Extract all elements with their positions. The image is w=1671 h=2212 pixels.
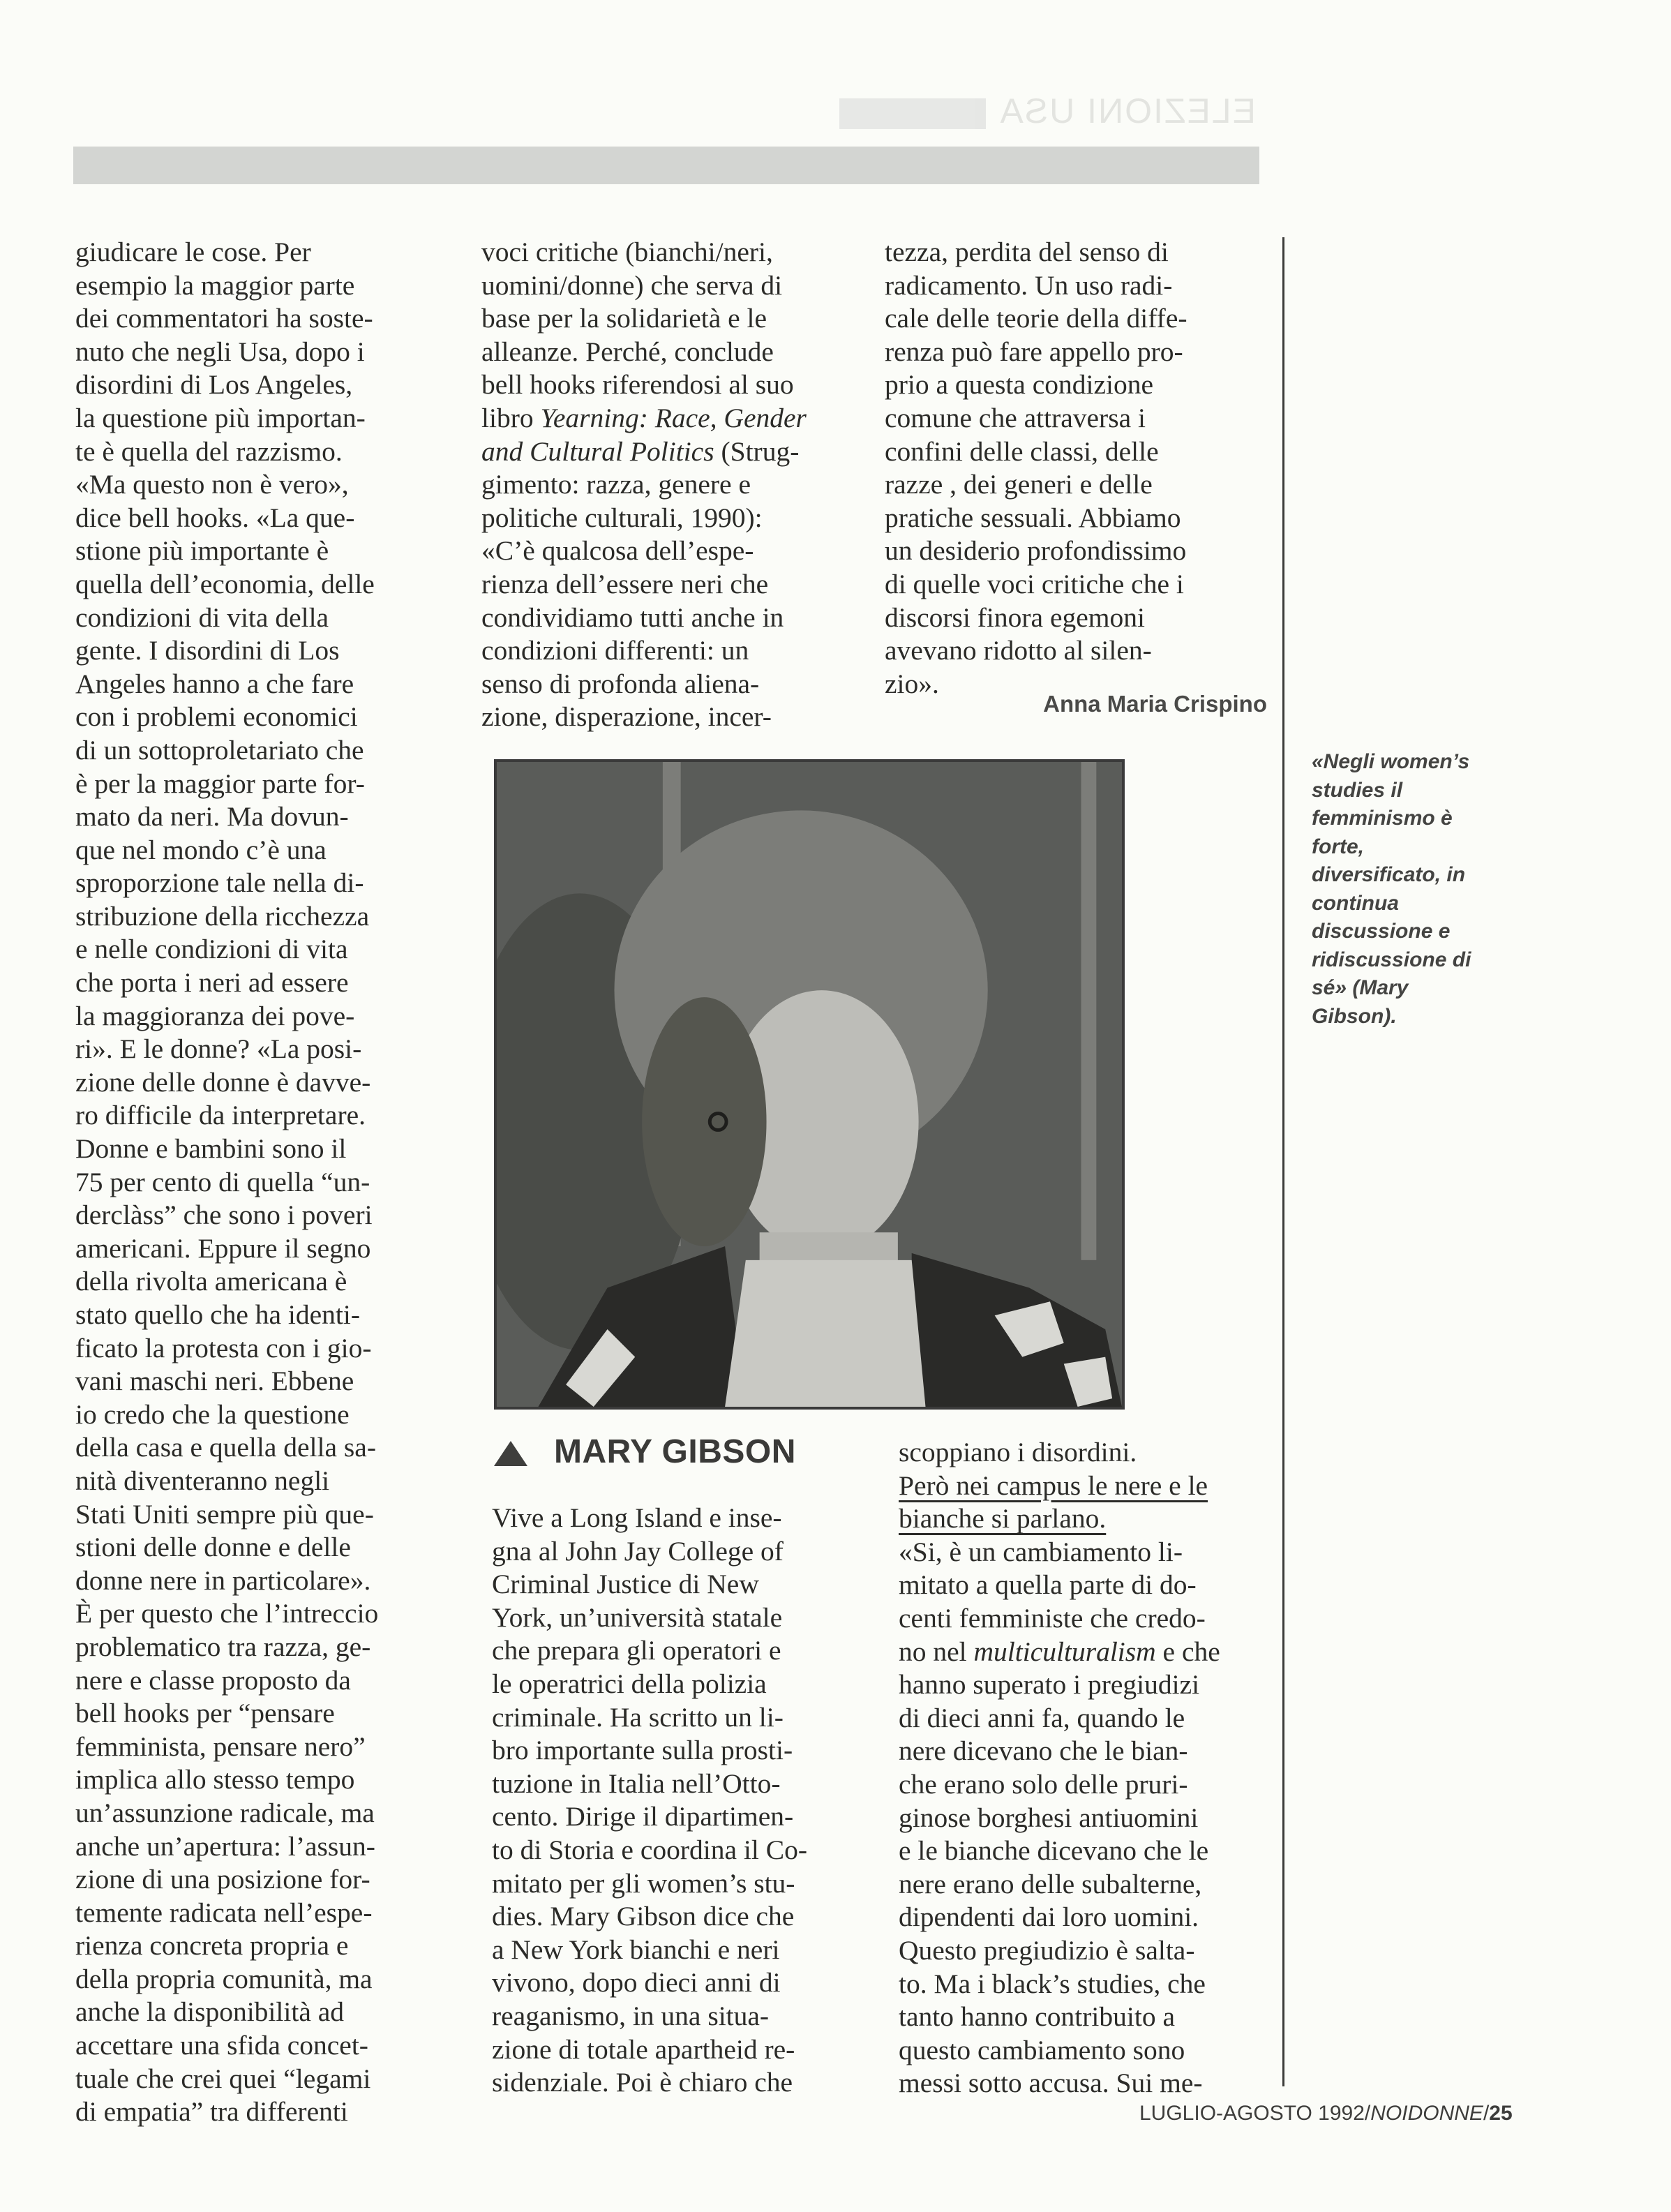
text-line: zio».: [885, 668, 939, 699]
text-line: to di Storia e coordina il Co-: [492, 1834, 807, 1865]
text-line: disordini di Los Angeles,: [75, 369, 353, 401]
text-line: Angeles hanno a che fare: [75, 668, 354, 699]
text-line: e le bianche dicevano che le: [899, 1835, 1209, 1867]
column-3-bottom-body: [899, 1536, 1270, 2100]
text-line: che prepara gli operatori e: [492, 1635, 781, 1666]
text-line: della casa e quella della sa-: [75, 1432, 376, 1463]
text-line: è per la maggior parte for-: [75, 768, 365, 799]
text-line: centi femministe che credo-: [899, 1602, 1206, 1634]
text-line: ri». E le donne? «La posi-: [75, 1033, 362, 1065]
text-line: gente. I disordini di Los: [75, 635, 340, 666]
text-line: accettare una sfida concet-: [75, 2030, 368, 2061]
text-line: prio a questa condizione: [885, 369, 1153, 401]
text-line: implica allo stesso tempo: [75, 1764, 355, 1795]
text-line: stione più importante è: [75, 535, 329, 567]
text-line: anche un’apertura: l’assun-: [75, 1830, 375, 1862]
text-line: condividiamo tutti anche in: [481, 601, 784, 633]
text-line: gimento: razza, genere e: [481, 469, 751, 500]
text-fragment: e che: [1155, 1636, 1220, 1667]
text-line: te è quella del razzismo.: [75, 435, 343, 467]
text-line: [899, 1636, 1270, 1669]
text-line: politiche culturali, 1990):: [481, 502, 763, 533]
text-line: nere dicevano che le bian-: [899, 1735, 1188, 1767]
text-line: dipendenti dai loro uomini.: [899, 1901, 1199, 1933]
section-heading-text: MARY GIBSON: [554, 1433, 796, 1470]
text-line: base per la solidarietà e le: [481, 303, 767, 334]
text-line: esempio la maggior parte: [75, 269, 355, 301]
text-fragment: libro: [481, 402, 541, 433]
text-line: razze , dei generi e delle: [885, 469, 1153, 500]
text-fragment: no nel: [899, 1636, 974, 1667]
text-line: «Ma questo non è vero»,: [75, 469, 349, 500]
text-line: vivono, dopo dieci anni di: [492, 1967, 781, 1998]
page-footer: [1139, 2102, 1513, 2125]
text-line: mitato per gli women’s stu-: [492, 1867, 795, 1899]
portrait-photo-image: [497, 762, 1122, 1407]
text-line: dei commentatori ha soste-: [75, 303, 373, 334]
text-line: Donne e bambini sono il: [75, 1133, 347, 1165]
text-line: quella dell’economia, delle: [75, 568, 375, 599]
text-line: sidenziale. Poi è chiaro che: [492, 2067, 793, 2098]
text-line: di un sottoproletariato che: [75, 734, 364, 765]
text-line: tezza, perdita del senso di: [885, 237, 1169, 267]
text-line: hanno superato i pregiudizi: [899, 1669, 1200, 1701]
text-line: anche la disponibilità ad: [75, 1996, 345, 2028]
text-line: Questo pregiudizio è salta-: [899, 1934, 1195, 1966]
text-line: voci critiche (bianchi/neri,: [481, 237, 773, 267]
text-line: ginose borghesi antiuomini: [899, 1802, 1199, 1833]
text-line: zione, disperazione, incer-: [481, 701, 772, 733]
triangle-up-icon: [494, 1441, 527, 1466]
bleed-through-header: [809, 91, 1256, 133]
text-line: e nelle condizioni di vita: [75, 934, 348, 965]
text-line: un desiderio profondissimo: [885, 535, 1187, 567]
italic-title: and Cultural Politics: [481, 435, 714, 467]
text-line: avevano ridotto al silen-: [885, 635, 1152, 666]
text-line: nere erano delle subalterne,: [899, 1868, 1202, 1899]
text-line: nere e classe proposto da: [75, 1664, 351, 1696]
text-line: dies. Mary Gibson dice che: [492, 1901, 795, 1932]
text-line: che porta i neri ad essere: [75, 967, 349, 999]
author-byline: Anna Maria Crispino: [1043, 691, 1267, 717]
text-line: È per questo che l’intreccio: [75, 1598, 379, 1629]
subheading-line-2: bianche si parlano.: [899, 1503, 1107, 1534]
text-line: senso di profonda aliena-: [481, 668, 760, 699]
sidebar-divider-rule: [1282, 237, 1284, 2086]
footer-magazine-name: NOIDONNE: [1370, 2102, 1483, 2125]
text-line: le operatrici della polizia: [492, 1668, 767, 1699]
text-line: un’assunzione radicale, ma: [75, 1797, 375, 1828]
text-line: cale delle teorie della diffe-: [885, 303, 1187, 334]
text-line: questo cambiamento sono: [899, 2034, 1185, 2065]
text-line: di empatia” tra differenti: [75, 2096, 348, 2128]
text-line: tanto hanno contribuito a: [899, 2001, 1176, 2033]
text-line: stioni delle donne e delle: [75, 1532, 351, 1563]
text-line: che erano solo delle pruri-: [899, 1768, 1188, 1800]
text-line: giudicare le cose. Per: [75, 237, 311, 267]
text-line: rienza concreta propria e: [75, 1930, 349, 1961]
text-line: bro importante sulla prosti-: [492, 1735, 793, 1766]
text-line: que nel mondo c’è una: [75, 834, 327, 865]
text-line: Vive a Long Island e inse-: [492, 1502, 782, 1533]
text-line: reaganismo, in una situa-: [492, 2000, 770, 2031]
text-line: di quelle voci critiche che i: [885, 568, 1184, 599]
text-line: americani. Eppure il segno: [75, 1232, 371, 1264]
text-line: della rivolta americana è: [75, 1266, 347, 1297]
text-line: tuzione in Italia nell’Otto-: [492, 1768, 781, 1799]
article-column-3-top: [885, 236, 1267, 701]
text-line: sproporzione tale nella di-: [75, 867, 364, 899]
article-column-2-bottom: [492, 1502, 864, 2100]
text-line: «Si, è un cambiamento li-: [899, 1536, 1183, 1567]
article-column-3-bottom: [899, 1436, 1270, 2100]
ghost-header-text: ELEZIONI USA: [998, 91, 1256, 130]
text-line: «C’è qualcosa dell’espe-: [481, 535, 754, 567]
text-line: radicamento. Un uso radi-: [885, 269, 1173, 301]
text-line: Criminal Justice di New: [492, 1569, 759, 1600]
text-line: io credo che la questione: [75, 1398, 350, 1430]
footer-page-number: 25: [1489, 2102, 1513, 2125]
text-line: la maggioranza dei pove-: [75, 1000, 355, 1031]
text-line: dice bell hooks. «La que-: [75, 502, 355, 533]
text-line: ficato la protesta con i gio-: [75, 1332, 372, 1363]
section-heading: [494, 1430, 796, 1472]
text-line: to. Ma i black’s studies, che: [899, 1968, 1206, 1999]
text-line: donne nere in particolare».: [75, 1564, 371, 1596]
text-line: ro difficile da interpretare.: [75, 1100, 366, 1131]
text-line: discorsi finora egemoni: [885, 601, 1145, 633]
text-line: nuto che negli Usa, dopo i: [75, 336, 365, 367]
text-line: la questione più importan-: [75, 402, 366, 433]
footer-issue-date: LUGLIO-AGOSTO 1992/: [1139, 2102, 1371, 2125]
text-fragment: (Strug-: [714, 435, 800, 467]
pull-quote: «Negli women’s studies il femminismo è forte, diversificato, in continua discussione e ridiscussione di sé» (Mary Gibson).: [1312, 750, 1471, 1028]
text-line: di dieci anni fa, quando le: [899, 1702, 1185, 1733]
ghost-header-block: [839, 98, 986, 129]
text-line: zione di totale apartheid re-: [492, 2033, 795, 2065]
text-line: problematico tra razza, ge-: [75, 1631, 371, 1662]
text-line: [481, 402, 865, 435]
text-line: uomini/donne) che serva di: [481, 269, 783, 301]
text-line: condizioni differenti: un: [481, 635, 749, 666]
article-column-1: [75, 236, 452, 2129]
text-line: mitato a quella parte di do-: [899, 1569, 1197, 1601]
text-line: rienza dell’essere neri che: [481, 568, 769, 599]
text-line: pratiche sessuali. Abbiamo: [885, 502, 1181, 533]
text-line: condizioni di vita della: [75, 601, 329, 633]
text-line: stato quello che ha identi-: [75, 1299, 361, 1330]
portrait-photo: [494, 759, 1125, 1410]
italic-title: Yearning: Race, Gender: [540, 402, 807, 433]
paragraph-lead-line: scoppiano i disordini.: [899, 1437, 1137, 1467]
text-line: mato da neri. Ma dovun-: [75, 801, 349, 832]
text-line: della propria comunità, ma: [75, 1963, 373, 1994]
text-line: tuale che crei quei “legami: [75, 2063, 371, 2094]
text-line: cento. Dirige il dipartimen-: [492, 1801, 794, 1832]
article-column-2-top: [481, 236, 865, 734]
footer-separator: /: [1483, 2102, 1490, 2125]
text-line: criminale. Ha scritto un li-: [492, 1701, 784, 1733]
text-line: gna al John Jay College of: [492, 1535, 784, 1567]
text-line: renza può fare appello pro-: [885, 336, 1183, 367]
text-line: confini delle classi, delle: [885, 435, 1159, 467]
text-line: messi sotto accusa. Sui me-: [899, 2068, 1203, 2099]
text-line: nità diventeranno negli: [75, 1465, 330, 1496]
text-line: York, un’università statale: [492, 1601, 783, 1633]
text-line: Stati Uniti sempre più que-: [75, 1498, 374, 1530]
text-line: alleanze. Perché, conclude: [481, 336, 774, 367]
text-line: 75 per cento di quella “un-: [75, 1166, 370, 1197]
italic-title: multiculturalism: [973, 1636, 1156, 1667]
text-line: bell hooks riferendosi al suo: [481, 369, 794, 401]
text-line: [481, 435, 865, 469]
subheading-line-1: Però nei campus le nere e le: [899, 1470, 1208, 1501]
text-line: comune che attraversa i: [885, 402, 1146, 433]
text-line: zione di una posizione for-: [75, 1864, 370, 1895]
text-line: vani maschi neri. Ebbene: [75, 1366, 354, 1397]
section-banner-bar: [73, 147, 1259, 184]
text-line: derclàss” che sono i poveri: [75, 1200, 373, 1231]
text-line: con i problemi economici: [75, 701, 358, 733]
text-line: a New York bianchi e neri: [492, 1934, 780, 1965]
text-line: zione delle donne è davve-: [75, 1066, 371, 1098]
text-line: temente radicata nell’espe-: [75, 1897, 373, 1928]
text-line: bell hooks per “pensare: [75, 1698, 335, 1729]
text-line: stribuzione della ricchezza: [75, 900, 370, 932]
text-line: femminista, pensare nero”: [75, 1731, 366, 1762]
